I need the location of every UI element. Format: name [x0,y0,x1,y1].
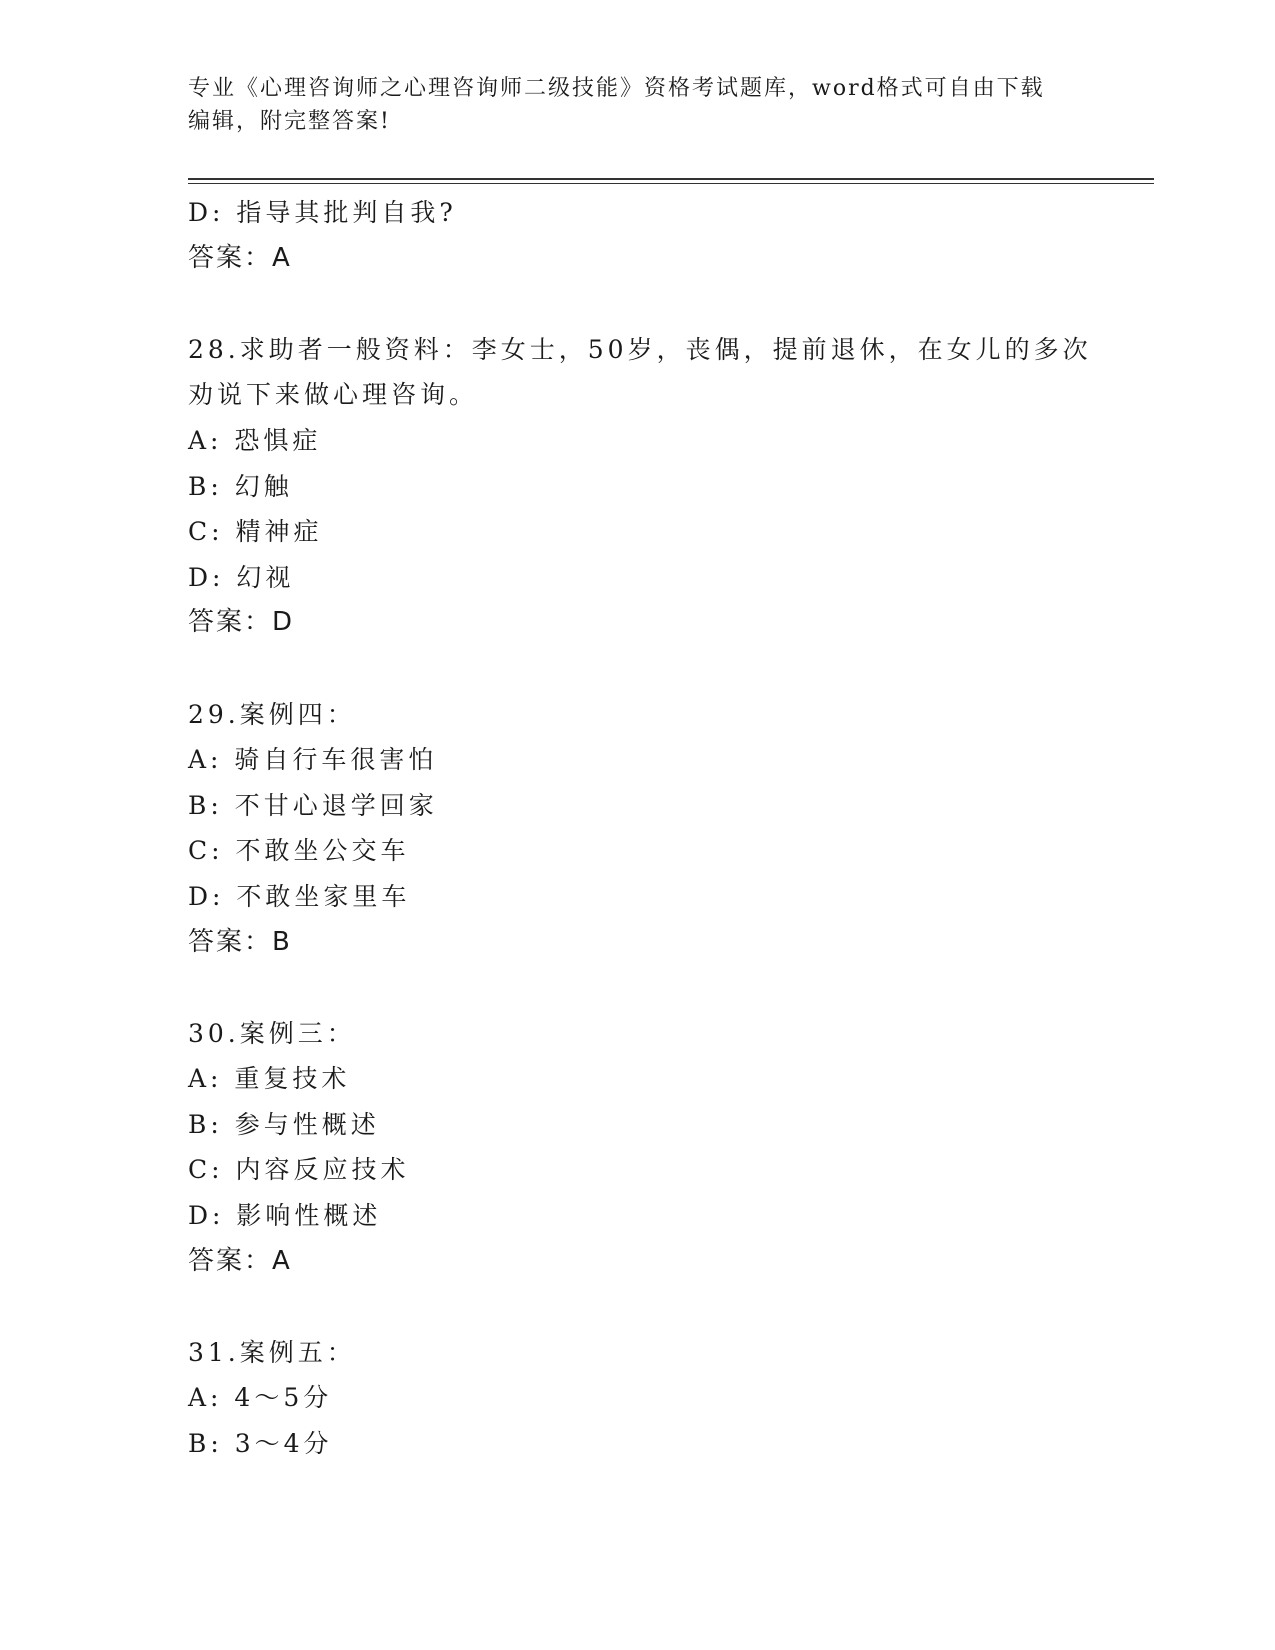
option-d: D: 不敢坐家里车 [188,881,411,911]
page-header [188,72,1088,138]
option-b: B: 3～4分 [188,1429,333,1459]
option-c: C: 内容反应技术 [188,1155,410,1185]
question-28 [188,327,1092,646]
carryover-question [188,190,1088,281]
document-body [188,190,1092,1467]
question-stem: 28.求助者一般资料：李女士，50岁，丧偶，提前退休，在女儿的多次 [188,334,1092,364]
answer-line: 答案：B [188,926,292,957]
header-line-2: 编辑，附完整答案! [188,109,391,134]
header-rule-thin [188,183,1154,184]
option-a: A: 4～5分 [188,1383,333,1413]
option-a: A: 骑自行车很害怕 [188,745,438,775]
answer-line: 答案：D [188,607,295,638]
question-31 [188,1330,1088,1467]
header-rule-thick [188,178,1154,180]
answer-line: 答案：A [188,242,292,273]
option-d: D: 影响性概述 [188,1201,382,1231]
question-stem: 30.案例三： [188,1018,356,1048]
option-d: D: 幻视 [188,562,295,592]
header-line-1: 专业《心理咨询师之心理咨询师二级技能》资格考试题库，word格式可自由下载 [188,76,1045,101]
option-b: B: 幻触 [188,471,293,501]
answer-line: 答案：A [188,1245,292,1276]
question-29 [188,692,1088,966]
option-d: D: 指导其批判自我? [188,198,457,227]
option-b: B: 参与性概述 [188,1109,380,1139]
question-stem-cont: 劝说下来做心理咨询。 [188,380,479,410]
option-c: C: 精神症 [188,517,323,547]
option-c: C: 不敢坐公交车 [188,836,410,866]
option-b: B: 不甘心退学回家 [188,790,438,820]
spacer [188,965,1088,1011]
spacer [188,281,1088,327]
option-a: A: 重复技术 [188,1064,351,1094]
question-stem: 29.案例四： [188,699,356,729]
spacer [188,1284,1088,1330]
option-a: A: 恐惧症 [188,425,322,455]
question-stem: 31.案例五： [188,1337,356,1367]
spacer [188,646,1088,692]
question-30 [188,1011,1088,1285]
